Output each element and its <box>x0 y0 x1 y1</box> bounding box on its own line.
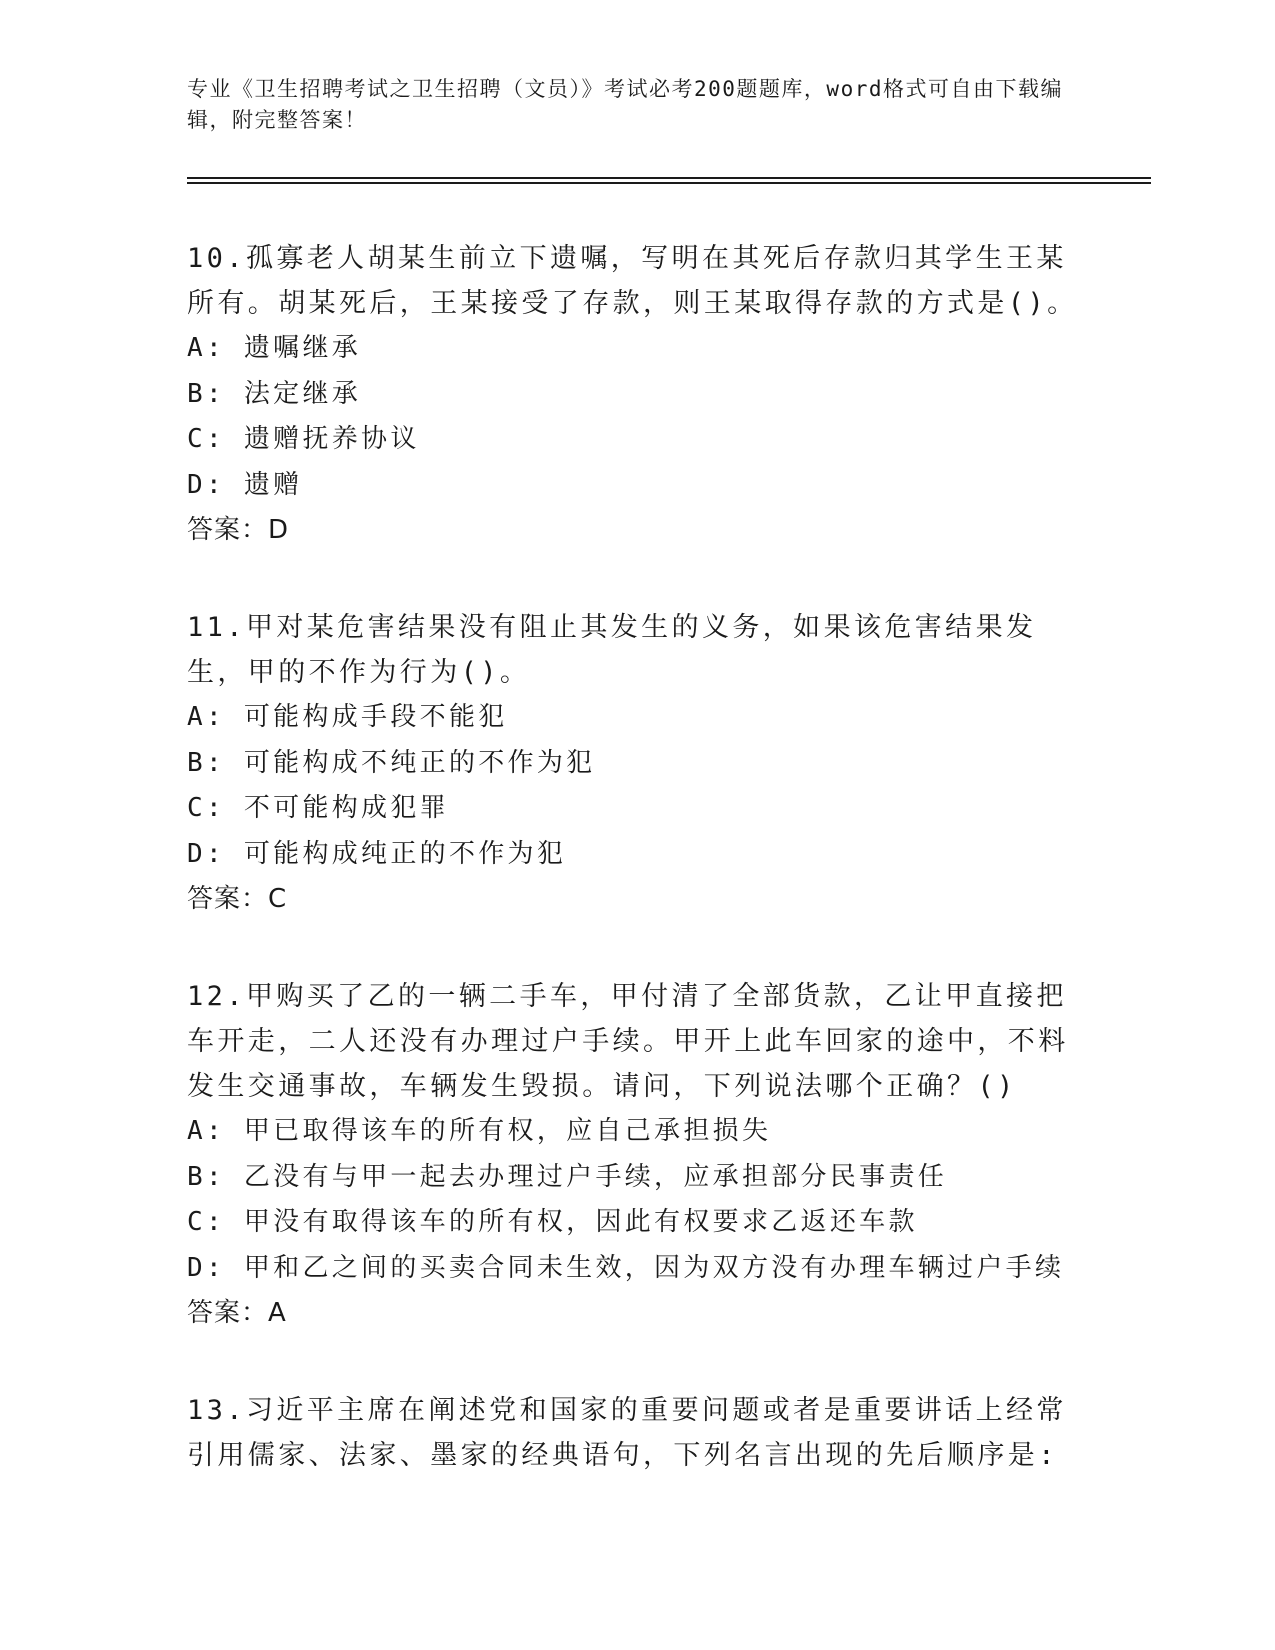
option-c: C: 甲没有取得该车的所有权，因此有权要求乙返还车款 <box>187 1207 918 1237</box>
option-d: D: 甲和乙之间的买卖合同未生效，因为双方没有办理车辆过户手续 <box>187 1252 1065 1283</box>
question-stem: 12.甲购买了乙的一辆二手车，甲付清了全部货款，乙让甲直接把车开走，二人还没有办理过户手续。甲开上此车回家的途中，不料发生交通事故，车辆发生毁损。请问，下列说法哪个正确？() <box>187 981 1069 1102</box>
question-12 <box>187 974 1087 1336</box>
answer-label: 答案：A <box>187 1298 287 1328</box>
option-a: A: 甲已取得该车的所有权，应自己承担损失 <box>187 1116 772 1146</box>
question-stem: 11.甲对某危害结果没有阻止其发生的义务，如果该危害结果发生，甲的不作为行为()。 <box>187 612 1037 688</box>
header-divider-top <box>187 177 1151 179</box>
option-b: B: 可能构成不纯正的不作为犯 <box>187 747 596 778</box>
option-d: D: 遗赠 <box>187 469 303 500</box>
answer-label: 答案：C <box>187 884 288 914</box>
header-divider-bottom <box>187 182 1151 184</box>
question-13 <box>187 1388 1087 1478</box>
option-a: A: 可能构成手段不能犯 <box>187 702 508 732</box>
option-c: C: 不可能构成犯罪 <box>187 793 449 823</box>
question-10 <box>187 236 1087 553</box>
option-a: A: 遗嘱继承 <box>187 333 362 363</box>
question-11 <box>187 605 1087 922</box>
option-c: C: 遗赠抚养协议 <box>187 424 420 454</box>
option-b: B: 乙没有与甲一起去办理过户手续，应承担部分民事责任 <box>187 1161 948 1192</box>
option-d: D: 可能构成纯正的不作为犯 <box>187 838 567 869</box>
document-header: 专业《卫生招聘考试之卫生招聘（文员）》考试必考200题题库，word格式可自由下载编辑，附完整答案！ <box>187 77 1063 132</box>
answer-label: 答案：D <box>187 515 290 545</box>
question-list <box>187 236 1087 1530</box>
question-stem: 13.习近平主席在阐述党和国家的重要问题或者是重要讲话上经常引用儒家、法家、墨家的经典语句，下列名言出现的先后顺序是: <box>187 1395 1067 1471</box>
option-b: B: 法定继承 <box>187 378 362 409</box>
question-stem: 10.孤寡老人胡某生前立下遗嘱，写明在其死后存款归其学生王某所有。胡某死后，王某接受了存款，则王某取得存款的方式是()。 <box>187 243 1078 319</box>
